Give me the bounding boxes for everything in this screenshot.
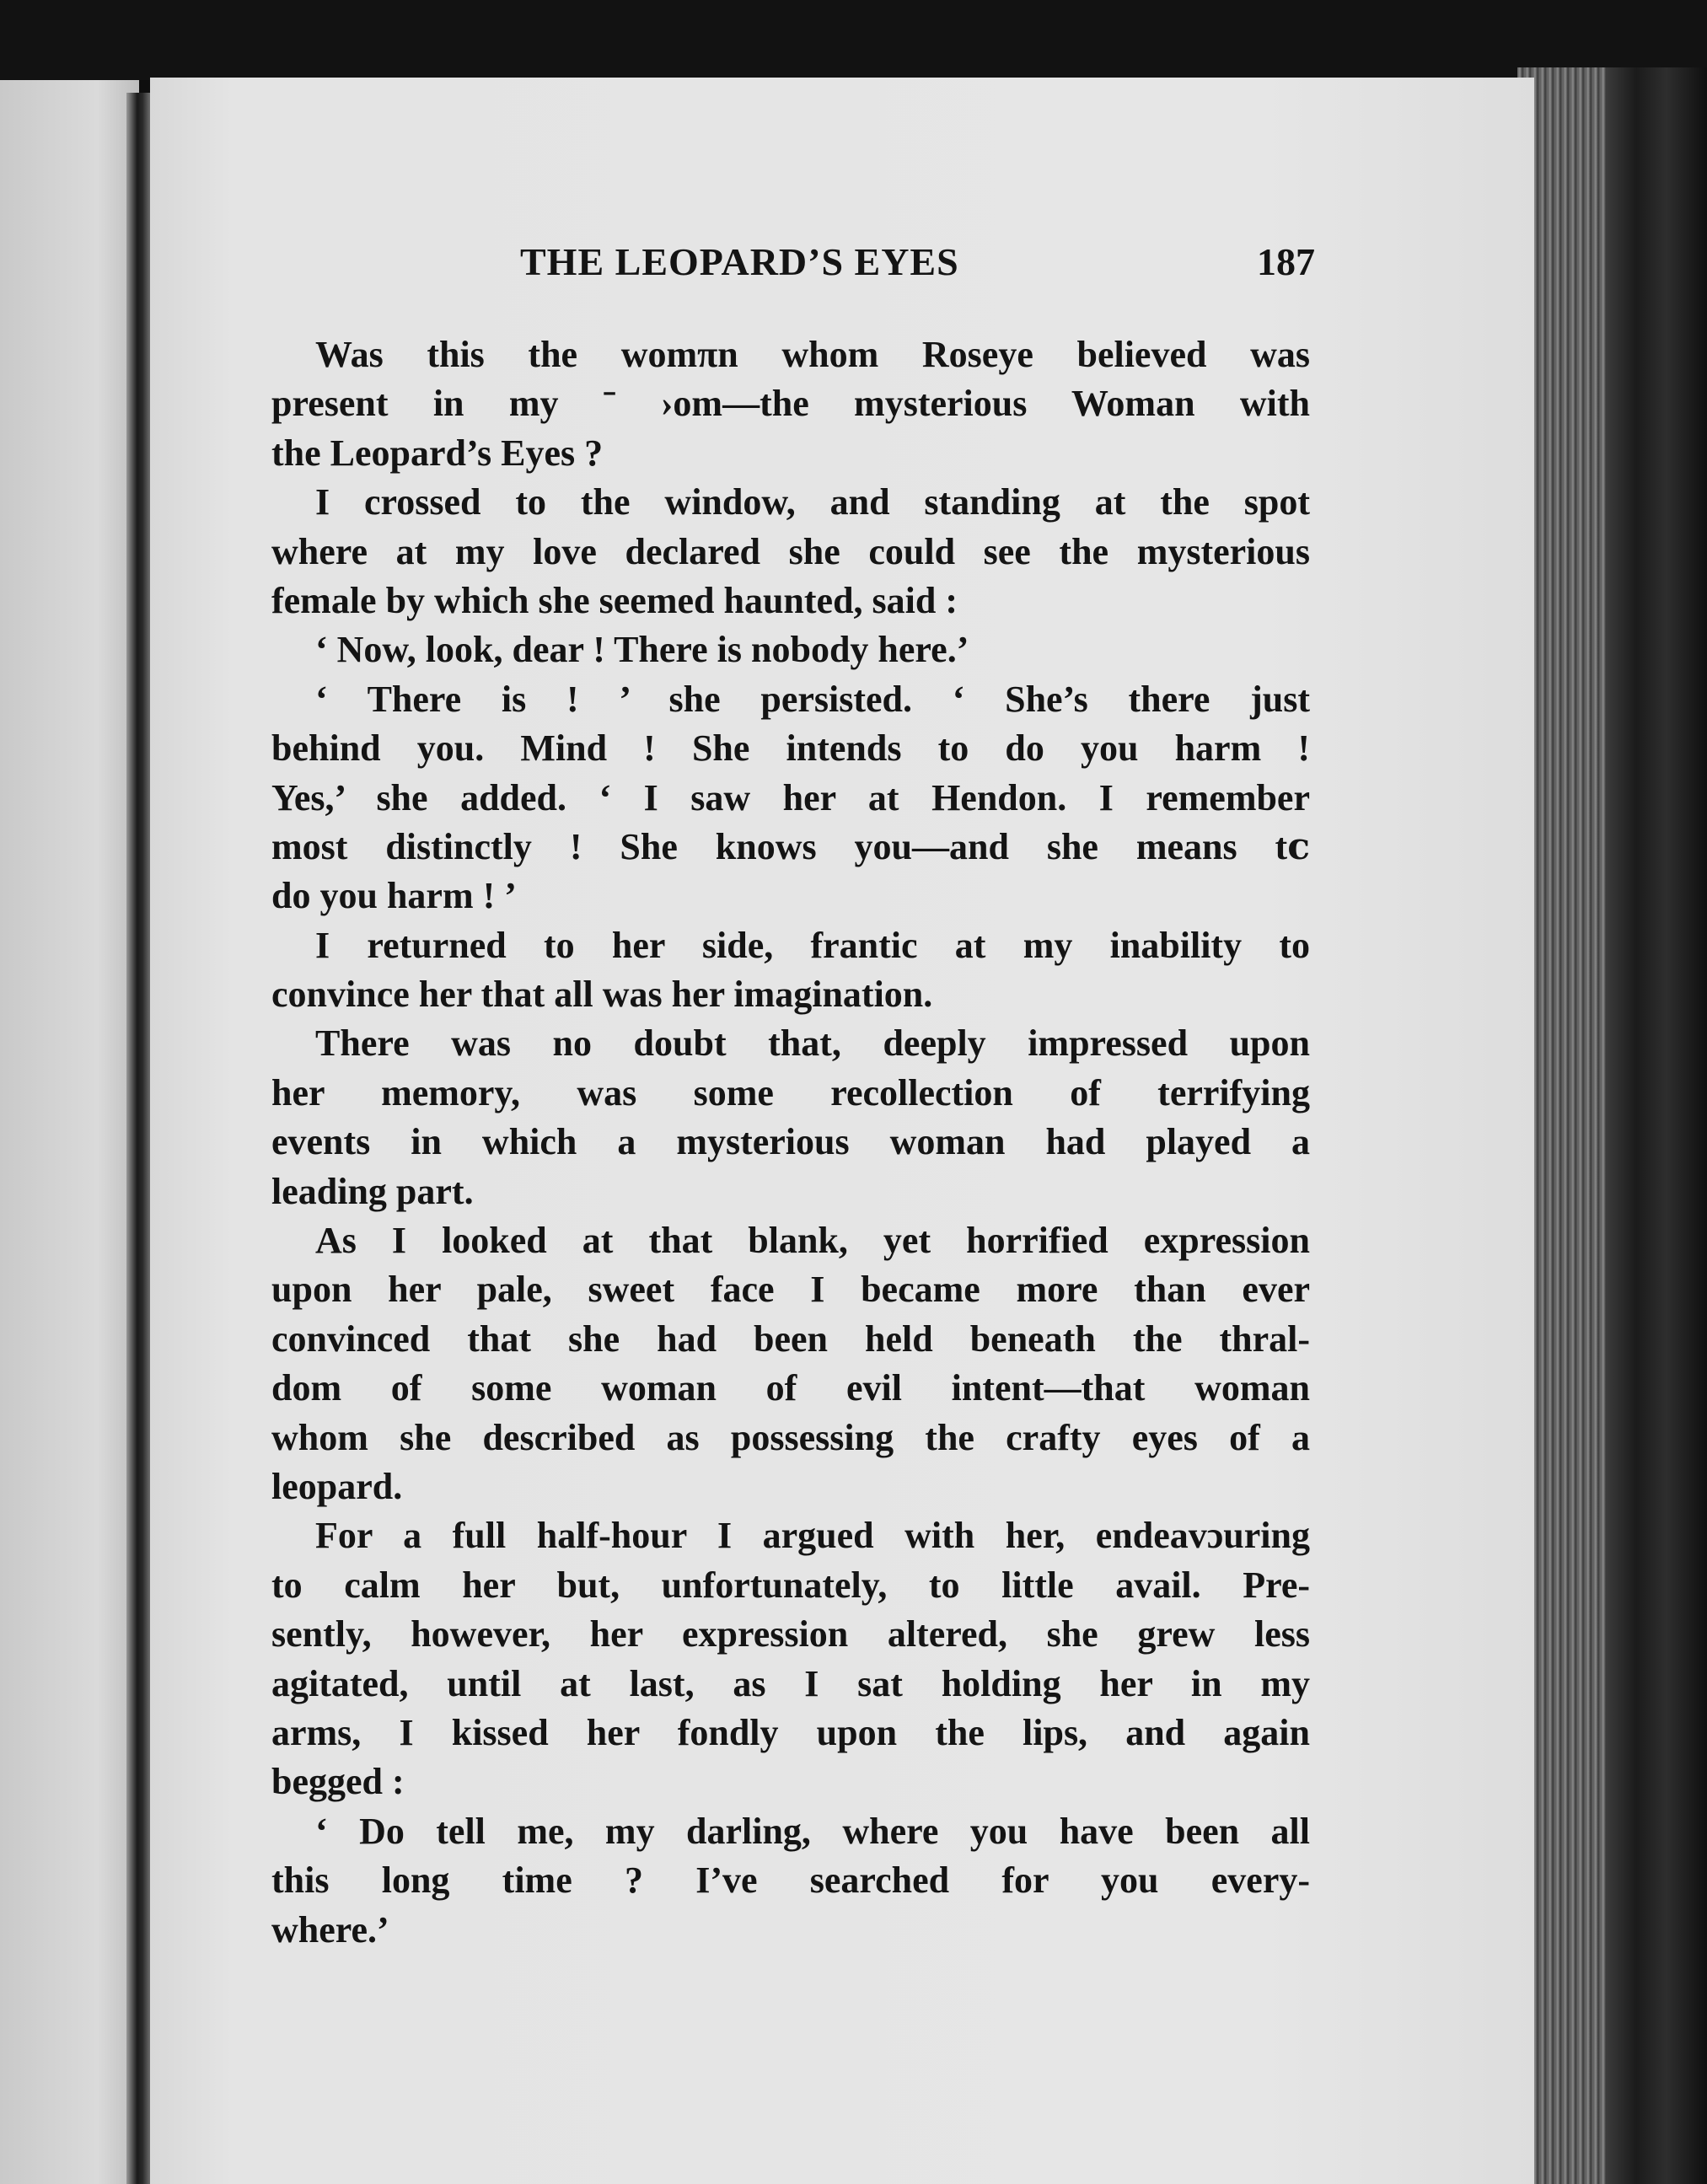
text-line: upon her pale, sweet face I became more than ever [271,1269,1310,1311]
text-line: begged : [271,1761,405,1803]
text-line: There was no doubt that, deeply impressed upon [315,1022,1310,1065]
text-line: her memory, was some recollection of terrifying [271,1071,1310,1113]
book-cover-edge [1606,67,1707,2184]
text-line: I crossed to the window, and standing at the spot [315,481,1310,523]
text-line: to calm her but, unfortunately, to little avail. Pre- [271,1564,1310,1606]
text-line: whom she described as possessing the crafty eyes of a [271,1416,1310,1458]
text-line: dom of some woman of evil intent—that woman [271,1367,1310,1409]
text-line: events in which a mysterious woman had played a [271,1121,1310,1163]
text-line: convinced that she had been held beneath the thral- [271,1317,1310,1360]
text-line: arms, I kissed her fondly upon the lips, and again [271,1711,1310,1753]
body-text [271,330,1310,1955]
text-line: As I looked at that blank, yet horrified expression [315,1220,1310,1262]
text-line: female by which she seemed haunted, said : [271,579,958,621]
text-line: ‘ There is ! ’ she persisted. ‘ She’s there just [315,678,1310,720]
text-line: this long time ? I’ve searched for you every- [271,1859,1310,1902]
text-line: Yes,’ she added. ‘ I saw her at Hendon. I remember [271,776,1310,818]
scan-border-top [0,0,1707,80]
text-line: ‘ Do tell me, my darling, where you have been all [315,1810,1310,1852]
text-line: Was this the womπn whom Roseye believed was [315,334,1310,375]
text-line: sently, however, her expression altered, she grew less [271,1613,1310,1655]
text-line: the Leopard’s Eyes ? [271,432,604,474]
text-line: ‘ Now, look, dear ! There is nobody here.’ [315,629,969,671]
running-head [270,239,1315,298]
page-number: 187 [1257,240,1315,283]
text-line: present in my ˉ ›om—the mysterious Woman with [271,383,1310,425]
running-title: THE LEOPARD’S EYES [520,240,959,283]
text-line: agitated, until at last, as I sat holding her in my [271,1662,1310,1704]
text-line: For a full half-hour I argued with her, endeavɔuring [315,1515,1310,1557]
text-line: leading part. [271,1170,474,1212]
text-line: I returned to her side, frantic at my inability to [315,924,1310,966]
text-line: do you harm ! ’ [271,875,517,917]
text-line: leopard. [271,1465,403,1507]
text-line: behind you. Mind ! She intends to do you harm ! [271,727,1310,770]
text-line: where at my love declared she could see the mysterious [271,530,1310,572]
previous-page-edge [0,80,139,2184]
text-line: convince her that all was her imagination. [271,974,933,1016]
text-line: where.’ [271,1908,389,1951]
text-line: most distinctly ! She knows you—and she means tⅽ [271,825,1310,867]
